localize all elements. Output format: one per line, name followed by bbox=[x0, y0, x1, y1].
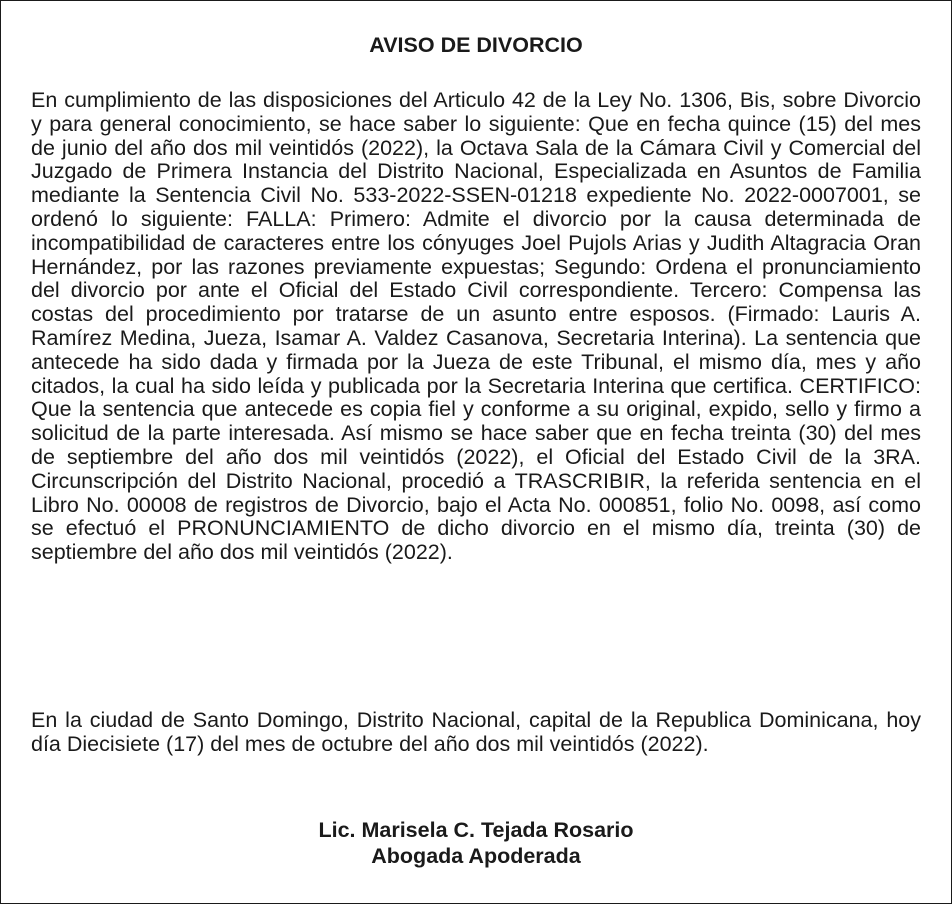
notice-body-paragraph: En cumplimiento de las disposiciones del Articulo 42 de la Ley No. 1306, Bis, sobre Divorcio y para general conocimiento, se hace saber lo siguiente: Que en fecha quince (15) del mes de junio del año dos mil veintidós (2022), la Octava Sala de la Cámara Civil y Comercial del Juzgado de Primera Instancia del Distrito Nacional, Especializada en Asuntos de Familia mediante la Sentencia Civil No. 533-2022-SSEN-01218 expediente No. 2022-0007001, se ordenó lo siguiente: FALLA: Primero: Admite el divorcio por la causa determinada de incompatibilidad de caracteres entre los cónyuges Joel Pujols Arias y Judith Altagracia Oran Hernández, por las razones previamente expuestas; Segundo: Ordena el pronunciamiento del divorcio por ante el Oficial del Estado Civil correspondiente. Tercero: Compensa las costas del procedimiento por tratarse de un asunto entre esposos. (Firmado: Lauris A. Ramírez Medina, Jueza, Isamar A. Valdez Casanova, Secretaria Interina). La sentencia que antecede ha sido dada y firmada por la Jueza de este Tribunal, el mismo día, mes y año citados, la cual ha sido leída y publicada por la Secretaria Interina que certifica. CERTIFICO: Que la sentencia que antecede es copia fiel y conforme a su original, expido, sello y firmo a solicitud de la parte interesada. Así mismo se hace saber que en fecha treinta (30) del mes de septiembre del año dos mil veintidós (2022), el Oficial del Estado Civil de la 3RA. Circunscripción del Distrito Nacional, procedió a TRASCRIBIR, la referida sentencia en el Libro No. 00008 de registros de Divorcio, bajo el Acta No. 000851, folio No. 0098, así como se efectuó el PRONUNCIAMIENTO de dicho divorcio en el mismo día, treinta (30) de septiembre del año dos mil veintidós (2022). bbox=[31, 88, 921, 565]
signature-name: Lic. Marisela C. Tejada Rosario bbox=[318, 818, 634, 842]
notice-title: AVISO DE DIVORCIO bbox=[369, 33, 583, 57]
signature-role: Abogada Apoderada bbox=[371, 844, 581, 868]
notice-closing-paragraph: En la ciudad de Santo Domingo, Distrito Nacional, capital de la Republica Dominicana, hoy día Diecisiete (17) del mes de octubre del año dos mil veintidós (2022). bbox=[31, 708, 921, 756]
